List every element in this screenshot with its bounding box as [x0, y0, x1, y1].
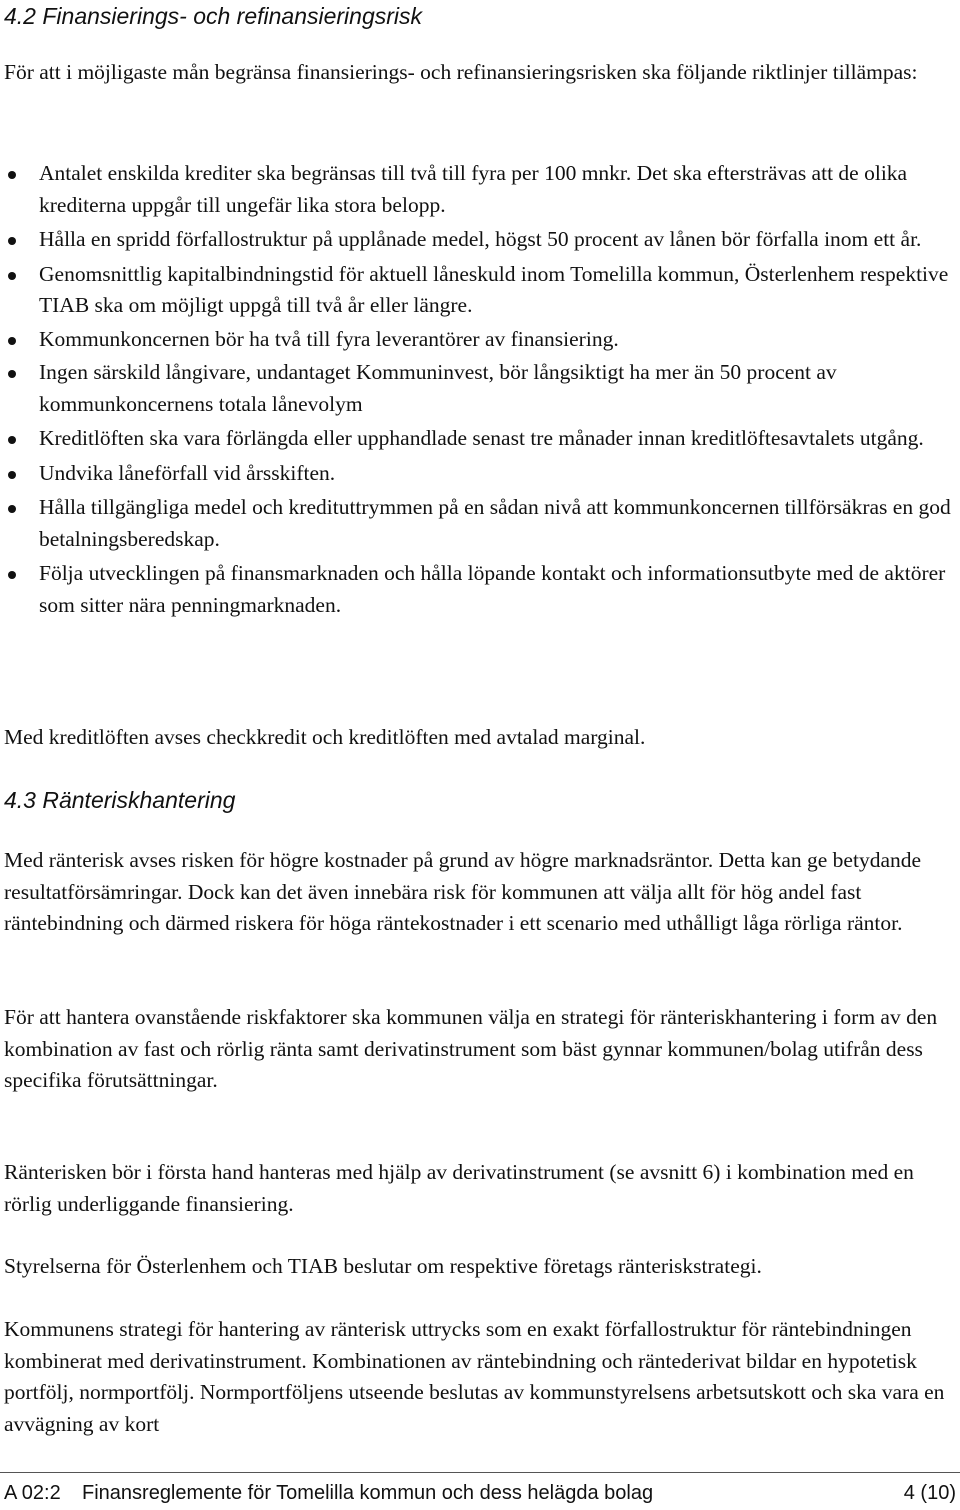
bullet-item: [0, 259, 960, 322]
bullet-text: Undvika låneförfall vid årsskiften.: [39, 460, 336, 485]
bullet-text: Genomsnittlig kapitalbindningstid för aktuell låneskuld inom Tomelilla kommun, Österlenhem respektive TIAB ska om möjligt uppgå till två år eller längre.: [39, 261, 949, 317]
section-heading-4-2: 4.2 Finansierings- och refinansieringsrisk: [4, 3, 423, 29]
bullet-text: Hålla tillgängliga medel och kredituttrymmen på en sådan nivå att kommunkoncernen tillförsäkras en god betalningsberedskap.: [39, 495, 951, 551]
body-paragraph: Kommunens strategi för hantering av ränterisk uttrycks som en exakt förfallostruktur för räntebindningen kombinerat med derivatinstrument. Kombinationen av räntebindning och räntederivat bildar en hypotetisk portfölj, normportfölj. Normportföljens utseende beslutas av kommunstyrelsens arbetsutskott och ska vara en avvägning av kort: [4, 1317, 945, 1436]
bullet-text: Kreditlöften ska vara förlängda eller upphandlade senast tre månader innan kreditlöftesavtalets utgång.: [39, 426, 924, 450]
bullet-icon: [8, 436, 16, 444]
body-paragraph: För att hantera ovanstående riskfaktorer ska kommunen välja en strategi för ränteriskhantering i form av den kombination av fast och rörlig ränta samt derivatinstrument som bäst gynnar kommunen/bolag utifrån dess specifika förutsättningar.: [4, 1005, 938, 1092]
bullet-item: [0, 224, 960, 256]
bullet-icon: [8, 571, 16, 579]
guidelines-bullet-list: [0, 158, 960, 621]
bullet-item: [0, 458, 960, 490]
section-heading-4-3: 4.3 Ränteriskhantering: [4, 787, 236, 813]
bullet-icon: [8, 337, 16, 345]
bullet-icon: [8, 505, 16, 513]
bullet-text: Hålla en spridd förfallostruktur på upplånade medel, högst 50 procent av lånen bör förfalla inom ett år.: [39, 227, 922, 251]
footer-doc-title: Finansreglemente för Tomelilla kommun och dess helägda bolag: [82, 1482, 654, 1504]
footer-divider: [0, 1472, 960, 1473]
bullet-icon: [8, 272, 16, 280]
bullet-text: Följa utvecklingen på finansmarknaden och hålla löpande kontakt och informationsutbyte med de aktörer som sitter nära penningmarknaden.: [39, 561, 946, 617]
page-footer: [4, 1478, 956, 1508]
bullet-text: Antalet enskilda krediter ska begränsas till två till fyra per 100 mnkr. Det ska eftersträvas att de olika krediterna uppgår till ungefär lika stora belopp.: [39, 161, 908, 217]
body-paragraph: Med ränterisk avses risken för högre kostnader på grund av högre marknadsräntor. Detta kan ge betydande resultatförsämringar. Dock kan det även innebära risk för kommunen att välja allt för hög andel fast räntebindning och därmed riskera för höga räntekostnader i ett scenario med uthålligt låga rörliga räntor.: [4, 848, 922, 935]
bullet-icon: [8, 471, 16, 479]
body-paragraph: Styrelserna för Österlenhem och TIAB beslutar om respektive företags ränteriskstrategi.: [4, 1254, 762, 1278]
bullet-item: [0, 158, 960, 221]
bullet-icon: [8, 237, 16, 245]
footer-page-number: 4 (10): [903, 1482, 956, 1504]
bullet-text: Ingen särskild långivare, undantaget Kommuninvest, bör långsiktigt ha mer än 50 procent av kommunkoncernens totala lånevolym: [39, 360, 837, 416]
footer-doc-code: A 02:2: [4, 1482, 61, 1504]
bullet-item: [0, 492, 960, 555]
bullet-icon: [8, 171, 16, 179]
section-4-2-intro: För att i möjligaste mån begränsa finansierings- och refinansieringsrisken ska följande riktlinjer tillämpas:: [4, 60, 918, 84]
bullet-item: [0, 423, 960, 455]
bullet-item: [0, 558, 960, 621]
bullet-item: [0, 324, 960, 356]
bullet-item: [0, 357, 960, 420]
kreditloften-note: Med kreditlöften avses checkkredit och kreditlöften med avtalad marginal.: [4, 725, 646, 749]
bullet-text: Kommunkoncernen bör ha två till fyra leverantörer av finansiering.: [39, 326, 619, 351]
body-paragraph: Ränterisken bör i första hand hanteras med hjälp av derivatinstrument (se avsnitt 6) i kombination med en rörlig underliggande finansiering.: [4, 1160, 914, 1216]
bullet-icon: [8, 370, 16, 378]
